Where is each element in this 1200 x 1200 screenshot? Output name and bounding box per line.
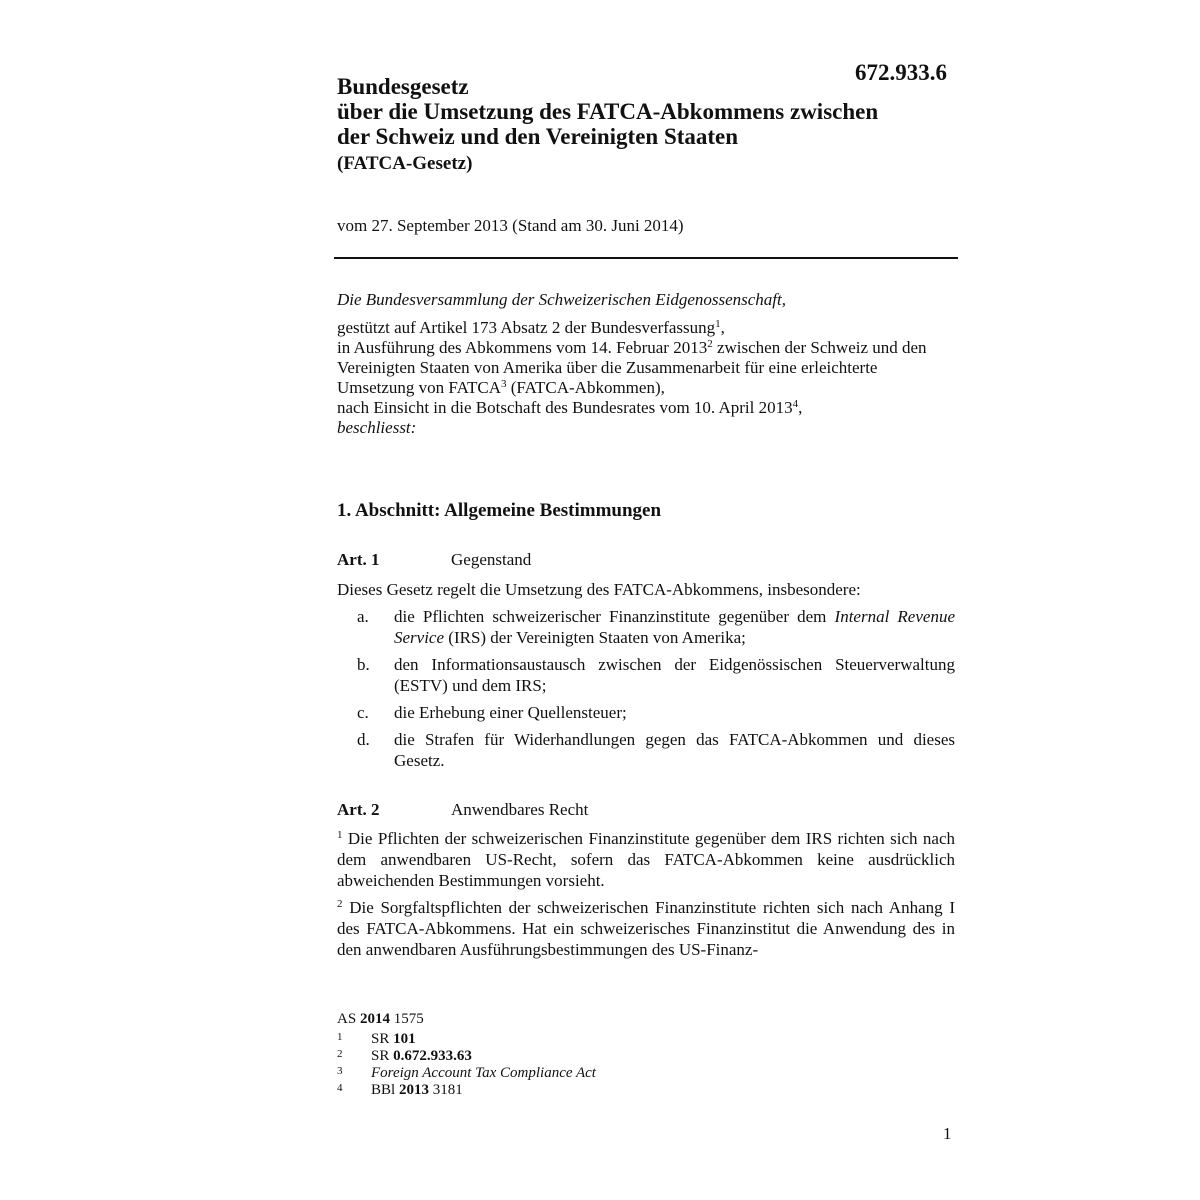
sr-number: 672.933.6 [855,60,947,85]
list-letter: b. [357,655,370,674]
footnote: 2 SR 0.672.933.63 [337,1048,472,1064]
article-label: Art. 2 [337,800,380,819]
title-line: Bundesgesetz [337,74,469,99]
official-collection-citation: AS 2014 1575 [337,1011,424,1027]
section-heading: 1. Abschnitt: Allgemeine Bestimmungen [337,500,662,521]
footnote-ref[interactable]: 2 [707,338,713,350]
law-title [337,74,957,149]
title-line: über die Umsetzung des FATCA-Abkommens zwischen [337,99,879,124]
article-title: Gegenstand [451,550,532,569]
footnote: 4 BBl 2013 3181 [337,1082,463,1098]
footnote-ref[interactable]: 3 [501,378,507,390]
header-rule [334,257,958,259]
list-item [337,654,955,696]
art2-paragraph-2: $^2$ Die Sorgfaltspflichten der schweizerischen Finanzinstitute richten sich nach Anhang I des FATCA-Abkommens. Hat ein schweizerisches Finanzinstitut die Anwendung des in den anwendbaren Ausführungsbestimmungen des US-Finanz- [337,898,955,959]
short-title: (FATCA-Gesetz) [337,153,473,174]
list-text: die Erhebung einer Quellensteuer; [394,703,627,722]
paragraph-number: 2 [337,898,343,910]
art1-list [337,606,955,777]
art2-paragraph-1: $^1$ Die Pflichten der schweizerischen Finanzinstitute gegenüber dem IRS richten sich nach dem anwendbaren US-Recht, sofern das FATCA-Abkommen keine ausdrücklich abweichenden Bestimmungen vorsieht. [337,829,955,890]
paragraph-number: 1 [337,829,343,841]
page-number: 1 [943,1124,952,1143]
preamble-basis-b: in Ausführung des Abkommens vom 14. Februar 2013$^2$ zwischen der Schweiz und den Vereinigten Staaten von Amerika über die Zusammenarbeit für eine erleichterte Umsetzung von FATCA$^3$ (FATCA-Abkommen), [337,338,927,397]
title-line: der Schweiz und den Vereinigten Staaten [337,124,739,149]
date-line: vom 27. September 2013 (Stand am 30. Juni 2014) [337,216,684,235]
footnote-number: 1 [337,1031,343,1043]
list-letter: d. [357,730,370,749]
art1-heading [337,550,957,570]
preamble-basis-a: gestützt auf Artikel 173 Absatz 2 der Bundesverfassung$^1$, [337,318,725,337]
footnote: 1 SR 101 [337,1031,416,1047]
footnote-ref[interactable]: 4 [792,398,799,410]
preamble-resolves: beschliesst: [337,418,417,437]
list-text: die Pflichten schweizerischer Finanzinstitute gegenüber dem Internal Revenue Service (IRS) der Vereinigten Staaten von Amerika; [394,607,955,647]
footnote-ref[interactable]: 1 [715,318,721,330]
footnote: 3 Foreign Account Tax Compliance Act [337,1065,596,1081]
art1-intro: Dieses Gesetz regelt die Umsetzung des FATCA-Abkommens, insbesondere: [337,580,861,599]
footnote-number: 3 [337,1065,343,1077]
article-title: Anwendbares Recht [451,800,589,819]
list-item [337,606,955,648]
list-text: den Informationsaustausch zwischen der Eidgenössischen Steuerverwaltung (ESTV) und dem IRS; [394,655,955,695]
footnote-number: 2 [337,1048,343,1060]
list-item [337,702,955,723]
list-item [337,729,955,771]
preamble [337,290,957,438]
preamble-basis-c: nach Einsicht in die Botschaft des Bundesrates vom 10. April 2013$^4$, [337,398,803,417]
article-label: Art. 1 [337,550,380,569]
footnote-number: 4 [337,1082,343,1094]
list-text: die Strafen für Widerhandlungen gegen das FATCA-Abkommen und dieses Gesetz. [394,730,955,770]
preamble-assembly: Die Bundesversammlung der Schweizerischen Eidgenossenschaft, [337,290,786,309]
list-letter: a. [357,607,369,626]
footnotes [337,1031,596,1099]
art2-heading [337,800,957,820]
list-letter: c. [357,703,369,722]
